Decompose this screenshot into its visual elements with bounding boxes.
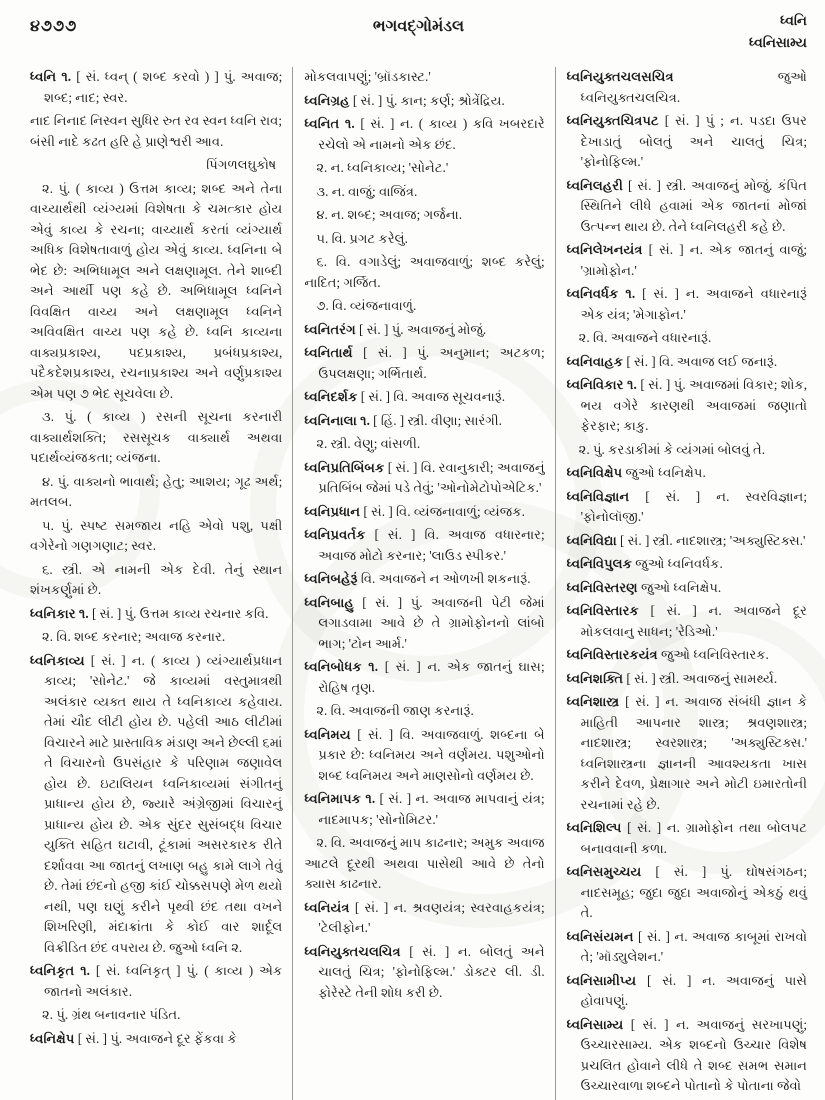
headword: ધ્વનિવિપુલક <box>566 556 636 572</box>
dictionary-entry: ધ્વનિલેખનયંત્ર [ સં. ] ન. એક જાતનું વાજું; 'ગ્રામોફોન.' <box>566 242 807 278</box>
entry-sense: ૪. ન. શબ્દ; અવાજ; ગર્જના. <box>316 207 463 223</box>
headword: ધ્વનિકૃત ૧. <box>30 963 96 979</box>
dictionary-entry: ધ્વનિ ૧. [ સં. ધ્વન્ ( શબ્દ કરવો ) ] પું. અવાજ; શબ્દ; નાદ; સ્વર. <box>30 69 283 105</box>
dictionary-entry: ધ્વનિકૃત ૧. [ સં. ધ્વનિકૃત્ ] પું. ( કાવ્ય ) એક જાતનો અલંકાર. <box>30 963 283 999</box>
headword: ધ્વનિમાપક ૧. <box>304 791 380 807</box>
entry-sense: ૨. વિ. શબ્દ કરનાર; અવાજ કરનાર. <box>42 629 226 645</box>
dictionary-entry: ધ્વનિકાર ૧. [ સં. ] પું. ઉત્તમ કાવ્ય રચનાર કવિ. <box>30 605 269 621</box>
headword: ધ્વનિપ્રવર્તક <box>304 527 375 543</box>
headword: ધ્વનિપ્રતિબિંબક <box>304 459 388 475</box>
headword: ધ્વનિસમુચ્ચય <box>566 864 656 880</box>
entry-sense: ૩. પું. ( કાવ્ય ) રસની સૂચના કરનારી વાક્યાર્થશક્તિ; રસસૂચક વાક્યાર્થ અથવા પદાર્થવ્યંજકતા; વ્યંજના. <box>30 409 283 466</box>
column-1 <box>30 67 282 1100</box>
dictionary-entry: ધ્વનિમય [ સં. ] વિ. અવાજવાળું. શબ્દના બે પ્રકાર છે: ધ્વનિમય અને વર્ણમય. પશુઓનો શબ્દ ધ્વનિમય અને માણસોનો વર્ણમય છે. <box>304 726 545 783</box>
headword: ધ્વનિવાહક <box>566 353 627 369</box>
entry-sense: ૭. વિ. વ્યંજનાવાળું. <box>316 298 417 314</box>
entry-sense: ૨. પું. ગ્રંથ બનાવનાર પંડિત. <box>42 1007 181 1023</box>
headword: ધ્વનિદર્શક <box>304 389 361 405</box>
dictionary-entry: ધ્વનિદર્શક [ સં. ] વિ. અવાજ સૂચવનારૂં. <box>304 389 506 405</box>
dictionary-entry: ધ્વનિવિસ્તારક [ સં. ] ન. અવાજને દૂર મોકલવાનુ સાધન; 'રેડિઓ.' <box>566 603 807 639</box>
dictionary-entry: ધ્વનિપ્રવર્તક [ સં. ] વિ. અવાજ વધારનાર; અવાજ મોટો કરનાર; 'લાઉડ સ્પીકર.' <box>304 527 545 563</box>
headword: ધ્વનિમય <box>304 726 358 742</box>
headword: ધ્વનિલહરી <box>566 177 628 193</box>
headword: ધ્વનિલેખનયંત્ર <box>566 242 649 258</box>
headword: ધ્વનિતાર્થ <box>304 345 364 361</box>
guide-words <box>647 10 807 53</box>
page-number: ૪૭૭૭ <box>30 18 78 35</box>
entry-sense: ૪. પું. વાક્યનો ભાવાર્થ; હેતુ; આશય; ગૂઢ અર્થ; મતલબ. <box>30 473 283 510</box>
entry-sense: ૫. વિ. પ્રગટ કરેલું. <box>316 230 408 246</box>
dictionary-entry: ધ્વનિત ૧. [ સં. ] ન. ( કાવ્ય ) કવિ ખબરદારે રચેલો એ નામનો એક છંદ. <box>304 116 545 152</box>
headword: ધ્વનિયુક્તચલચિત્ર <box>304 943 410 959</box>
dictionary-entry: ધ્વનિતાર્થ [ સં. ] પું. અનુમાન; અટકળ; ઉપલક્ષણા; ગર્ભિતાર્થ. <box>304 345 545 381</box>
page-header <box>30 10 807 53</box>
entry-sense: ૨. પું. ( કાવ્ય ) ઉત્તમ કાવ્ય; શબ્દ અને તેના વાચ્યાર્થથી વ્યંગ્યમાં વિશેષતા કે ચમત્કાર હોય એવું કાવ્ય કે રચના; વાચ્યાર્થ કરતાં વ્યંગ્યાર્થ અધિક વિશેષતાવાળું હોય એવું કાવ્ય. ધ્વનિના બે ભેદ છે: અભિધામૂલ અને લક્ષણામૂલ. તેને શાબ્દી અને આર્થી પણ કહે છે. અભિધામૂલ ધ્વનિને વિવક્ષિત વાચ્ય અને લક્ષણામૂલ ધ્વનિને અવિવક્ષિત વાચ્ય પણ કહે છે. ધ્વનિ કાવ્યના વાક્યપ્રકાશ્ય, પદપ્રકાશ્ય, પ્રબંધપ્રકાશ્ય, પદૈકદેશપ્રકાશ્ય, રચનાપ્રકાશ્ય અને વર્ણુપ્રકાશ્ય એમ પણ ૭ ભેદ સૂચવેલા છે. <box>30 180 283 401</box>
dictionary-entry: ધ્વનિવર્ધક ૧. [ સં. ] ન. અવાજને વધારનારૂં એક યંત્ર; 'મેગાફોન.' <box>566 286 807 322</box>
dictionary-entry: ધ્વનિસમુચ્ચય [ સં. ] પું. ઘોષસંગઠન; નાદસમૂહ; જુદા જુદા અવાજોનું એકઠું થવું તે. <box>566 864 807 921</box>
dictionary-entry: ધ્વનિબહેરૂં વિ. અવાજને ન ઓળખી શકનારૂં. <box>304 571 531 587</box>
headword: ધ્વનિ ૧. <box>30 69 77 85</box>
headword: ધ્વનિસામ્ય <box>566 1016 631 1032</box>
dictionary-entry: ધ્વનિગ્રહ [ સં. ] પું. કાન; કર્ણ; શ્રોત્રેંદ્રિય. <box>304 92 505 108</box>
dictionary-entry: ધ્વનિપ્રતિબિંબક [ સં. ] વિ. રવાનુકારી; અવાજનું પ્રતિબિંબ જેમાં પડે તેવું; 'ઓનોમેટોપોએટિક.' <box>304 459 545 496</box>
headword: ધ્વનિવિસ્તારકયંત્ર <box>566 647 661 663</box>
dictionary-entry: ધ્વનિપ્રધાન [ સં. ] વિ. વ્યંજનાવાળું; વ્યંજક. <box>304 503 525 519</box>
dictionary-entry: ધ્વનિશાસ્ત્ર [ સં. ] ન. અવાજ સંબંધી જ્ઞાન કે માહિતી આપનાર શાસ્ત્ર; શ્રવણશાસ્ત્ર; નાદશાસ્ત્ર; સ્વરશાસ્ત્ર; 'અક્યુસ્ટિક્સ.' ધ્વનિશાસ્ત્રના જ્ઞાનની આવશ્યકતા ખાસ કરીને દેવળ, પ્રેક્ષાગાર અને મોટી ઇમારતોની રચનામાં રહે છે. <box>566 694 808 812</box>
guide-word-bottom: ધ્વનિસામ્ય <box>749 34 807 50</box>
text-columns <box>30 67 807 1100</box>
dictionary-entry: ધ્વનિક્ષેપ [ સં. ] પું. અવાજને દૂર ફેંકવા કે <box>30 1030 237 1046</box>
headword: ધ્વનિવિસ્તારક <box>566 603 651 619</box>
dictionary-entry: ધ્વનિયુક્તચિત્રપટ [ સં. ] પું ; ન. પડદા ઉપર દેખાડાતું બોલતું અને ચાલતું ચિત્ર; 'ફોનોફિલ્મ.' <box>566 113 807 170</box>
dictionary-entry: ધ્વનિનાલા ૧. [ હિં. ] સ્ત્રી. વીણા; સારંગી. <box>304 412 502 428</box>
headword: ધ્વનિબાહુ <box>304 594 363 610</box>
dictionary-entry: ધ્વનિશક્તિ [ સં. ] સ્ત્રી. અવાજનું સામર્થ્ય. <box>566 670 778 686</box>
dictionary-entry: ધ્વનિકાવ્ય [ સં. ] ન. ( કાવ્ય ) વ્યંગ્યાર્થપ્રધાન કાવ્ય; 'સોનેટ.' જે કાવ્યમાં વસ્તુમાત્રથી અલંકાર વ્યક્ત થાય તે ધ્વનિકાવ્ય કહેવાય. તેમાં ચૌદ લીટી હોય છે. પહેલી આઠ લીટીમાં વિચારને માટે પ્રાસ્તાવિક મંડાણ અને છેલ્લી ૬માં તે વિચારનો ઉપસંહાર કે પરિણામ જણાવેલ હોય છે. ઇટાલિયન ધ્વનિકાવ્યમાં સંગીતનું પ્રાધાન્ય હોય છે, જ્યારે અંગ્રેજીમાં વિચારનું પ્રાધાન્ય હોય છે. એક સુંદર સુસંબદ્ધ વિચાર યુક્તિ સહિત ઘટાવી, ટૂંકામાં અસરકારક રીતે દર્શાવવા આ જાતનું લખાણ બહુ કામે લાગે તેવું છે. તેમાં છંદનો હજી કાંઈ ચોક્કસપણે મેળ થયો નથી, પણ ઘણું કરીને પૃથ્વી છંદ તથા વખને શિખરિણી, મંદાક્રાંતા કે કોઈ વાર શાર્દૂલ વિક્રીડિત છંદ વપરાય છે. જુઓ ધ્વનિ ૨. <box>30 652 283 955</box>
headword: ધ્વનિત ૧. <box>304 116 361 132</box>
entry-sense: ૬. સ્ત્રી. એ નામની એક દેવી. તેનું સ્થાન શંખકર્ણુમાં છે. <box>30 561 283 598</box>
dictionary-entry: ધ્વનિવિકાર ૧. [ સં. ] પું. અવાજમાં વિકાર; શોક, ભય વગેરે કારણથી અવાજમાં જણાતો ફેરફાર; કાકુ. <box>566 377 807 434</box>
dictionary-entry: ધ્વનિસામીપ્ય [ સં. ] ન. અવાજનું પાસે હોવાપણું. <box>566 972 807 1009</box>
headword: ધ્વનિગ્રહ <box>304 92 353 108</box>
entry-sense: ૨. પું. કરડાકીમાં કે વ્યંગમાં બોલવું તે. <box>578 441 766 457</box>
column-3 <box>555 67 807 1100</box>
entry-sense: ૨. વિ. અવાજનું માપ કાઢનાર; અમુક અવાજ આટલે દૂરથી અથવા પાસેથી આવે છે તેનો ક્યાસ કાઢનાર. <box>304 835 545 892</box>
entry-sense: ૬. વિ. વગાડેલું; અવાજવાળું; શબ્દ કરેલું; નાદિત; ગર્જિત. <box>304 254 545 290</box>
dictionary-entry: ધ્વનિમાપક ૧. [ સં. ] ન. અવાજ માપવાનું યંત્ર; નાદમાપક; 'સોનોમિટર.' <box>304 791 545 827</box>
headword: ધ્વનિવિકાર ૧. <box>566 377 641 393</box>
headword: ધ્વનિવિસ્તરણ <box>566 579 641 595</box>
verse-quote: નાદ નિનાદ નિસ્વન સુધિર રુત રવ સ્વન ધ્વનિ રાવ; બંસી નાદે કઢત હરિ હે પ્રાણેશ્વરી આવ. <box>30 113 282 149</box>
running-title: ભગવદ્ગોમંડલ <box>372 18 465 35</box>
headword: ધ્વનિતરંગ <box>304 321 360 337</box>
headword: ધ્વનિશાસ્ત્ર <box>566 694 626 710</box>
dictionary-entry: ધ્વનિસંયમન [ સં. ] ન. અવાજ કાબૂમાં રાખવો તે; 'મૉડ્યુલેશન.' <box>566 928 807 965</box>
entry-sense: ૫. પું. સ્પષ્ટ સમજાય નહિ એવો પશુ, પક્ષી વગેરેનો ગણગણાટ; સ્વર. <box>30 517 283 554</box>
guide-word-top: ધ્વનિ <box>780 13 807 28</box>
column-2 <box>292 67 544 1100</box>
entry-sense: ૨. વિ. અવાજની જાણ કરનારૂં. <box>316 703 474 719</box>
headword: ધ્વનિસામીપ્ય <box>566 972 647 988</box>
headword: ધ્વનિક્ષેપ <box>30 1030 78 1046</box>
headword: ધ્વનિવિજ્ઞાન <box>566 488 646 504</box>
headword: ધ્વનિવર્ધક ૧. <box>566 286 643 302</box>
dictionary-entry: ધ્વનિવિપુલક જુઓ ધ્વનિવર્ધક. <box>566 556 723 572</box>
entry-sense: ૨. ન. ધ્વનિકાવ્ય; 'સોનેટ.' <box>316 160 449 176</box>
dictionary-entry: ધ્વનિવિસ્તરણ જુઓ ધ્વનિક્ષેપ. <box>566 579 722 595</box>
headword: ધ્વનિકાર ૧. <box>30 605 92 621</box>
dictionary-entry: ધ્વનિવિસ્તારકયંત્ર જુઓ ધ્વનિવિસ્તારક. <box>566 647 769 663</box>
dictionary-entry: ધ્વનિલહરી [ સં. ] સ્ત્રી. અવાજનું મોજું. કંપિત સ્થિતિને લીધે હવામાં એક જાતનાં મોજાં ઉત્પન્ન થાય છે. તેને ધ્વનિલહરી કહે છે. <box>566 177 807 234</box>
dictionary-entry: ધ્વનિબાહુ [ સં. ] પું. અવાજની પેટી જેમાં લગાડવામા આવે છે તે ગ્રામોફોનનો લાંબો ભાગ; 'ટોન આર્મ.' <box>304 594 545 651</box>
dictionary-entry: ધ્વનિશિલ્પ [ સં. ] ન. ગ્રામોફોન તથા બોલપટ બનાવવાની કળા. <box>566 820 807 856</box>
headword: ધ્વનિકાવ્ય <box>30 652 91 668</box>
verse-attribution: પિંગળલઘુકોષ <box>206 157 277 173</box>
dictionary-entry: ધ્વનિવાહક [ સં. ] વિ. અવાજ લઈ જનારૂં. <box>566 353 778 369</box>
dictionary-entry: ધ્વનિબોધક ૧. [ સં. ] ન. એક જાતનું ઘાસ; રોહિષ તૃણ. <box>304 659 545 695</box>
headword: ધ્વનિવિક્ષેપ <box>566 465 626 481</box>
headword: ધ્વનિયંત્ર <box>304 899 355 915</box>
dictionary-entry: ધ્વનિયંત્ર [ સં. ] ન. શ્રવણયંત્ર; સ્વરવાહકયંત્ર; 'ટેલીફોન.' <box>304 899 545 936</box>
headword: ધ્વનિબોધક ૧. <box>304 659 385 675</box>
headword: ધ્વનિપ્રધાન <box>304 503 364 519</box>
headword: ધ્વનિયુક્તચલસચિત્ર <box>566 69 778 85</box>
headword: ધ્વનિબહેરૂં <box>304 571 361 587</box>
headword: ધ્વનિનાલા ૧. <box>304 412 374 428</box>
entry-sense: ૩. ન. વાજું; વાજિંત્ર. <box>316 183 418 199</box>
dictionary-entry: ધ્વનિયુક્તચલચિત્ર [ સં. ] ન. બોલતું અને ચાલતું ચિત્ર; 'ફોનોફિલ્મ.' ડોક્ટર લી. ડી. ફોરેસ્ટે તેની શોધ કરી છે. <box>304 943 545 1000</box>
dictionary-entry: ધ્વનિવિદ્યા [ સં. ] સ્ત્રી. નાદશાસ્ત્ર; 'અક્યુસ્ટિક્સ.' <box>566 532 806 548</box>
dictionary-entry: ધ્વનિવિજ્ઞાન [ સં. ] ન. સ્વરવિજ્ઞાન; 'ફોનોલૉજી.' <box>566 488 807 525</box>
entry-sense: ૨. વિ. અવાજને વધારનારૂં. <box>578 330 712 346</box>
entry-sense: ૨. સ્ત્રી. વેણુ; વાંસળી. <box>316 436 421 452</box>
dictionary-entry: ધ્વનિતરંગ [ સં. ] પું. અવાજનું મોજું. <box>304 321 487 337</box>
headword: ધ્વનિવિદ્યા <box>566 532 620 548</box>
dictionary-entry: ધ્વનિયુક્તચલસચિત્ર જુઓ ધ્વનિયુક્તચલચિત્ર. <box>566 69 807 105</box>
headword: ધ્વનિસંયમન <box>566 928 639 944</box>
dictionary-entry: ધ્વનિવિક્ષેપ જુઓ ધ્વનિક્ષેપ. <box>566 465 706 481</box>
entry-continuation: મોકલવાપણું; 'બ્રૉડકાસ્ટ.' <box>304 69 431 85</box>
headword: ધ્વનિશક્તિ <box>566 670 627 686</box>
headword: ધ્વનિયુક્તચિત્રપટ <box>566 113 665 129</box>
headword: ધ્વનિશિલ્પ <box>566 820 628 836</box>
dictionary-entry: ધ્વનિસામ્ય [ સં. ] ન. અવાજનું સરખાપણું; ઉચ્ચારસામ્ય. એક શબ્દનો ઉચ્ચાર વિશેષ પ્રચલિત હોવાને લીધે તે શબ્દ સમભ સમાન ઉચ્ચારવાળા શબ્દને પોતાનો કે પોતાના જેવો <box>566 1016 807 1094</box>
